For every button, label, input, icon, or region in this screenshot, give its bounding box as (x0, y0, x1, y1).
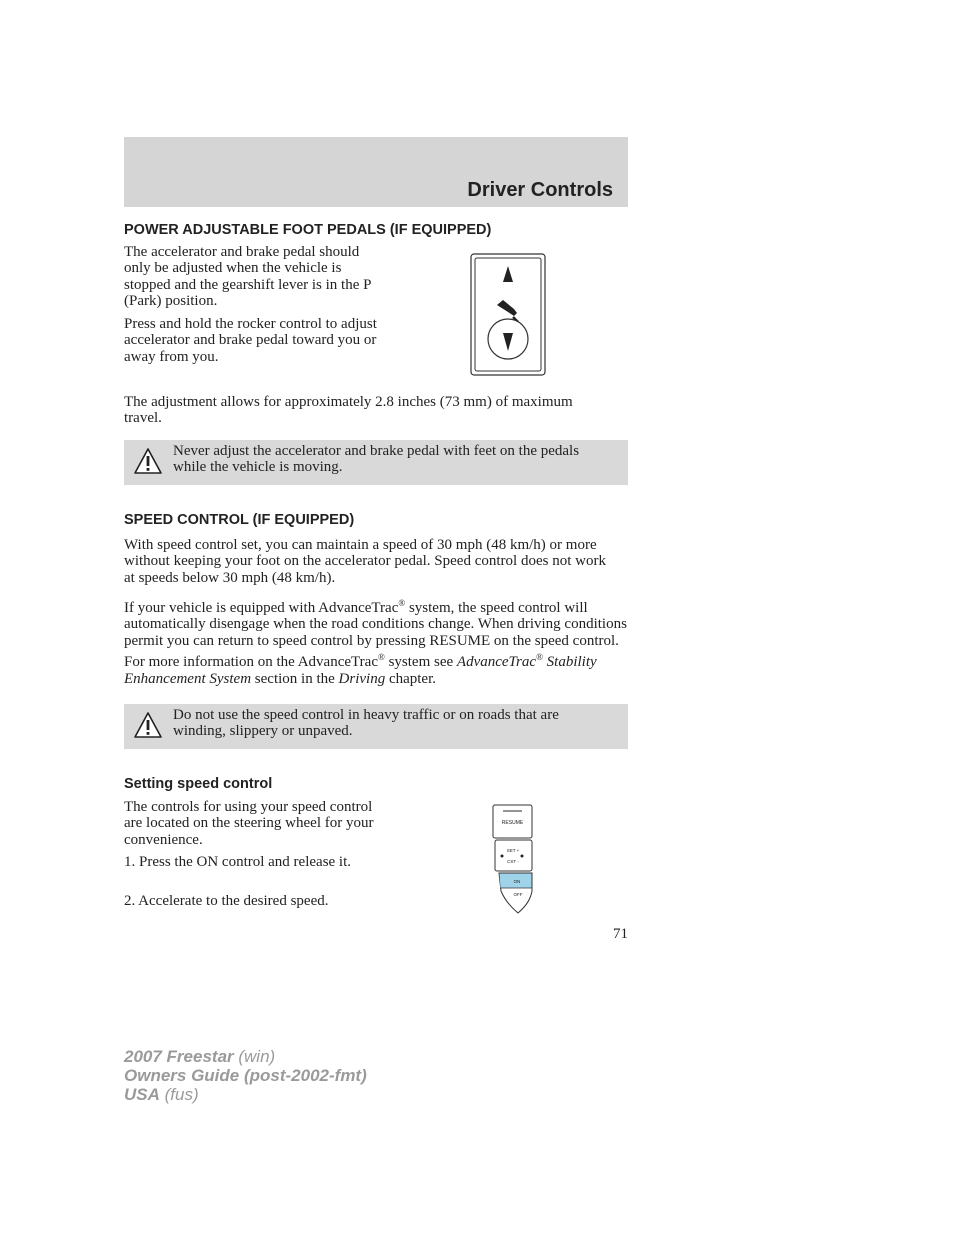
on-label: ON (513, 879, 521, 884)
resume-label: RESUME (501, 820, 524, 826)
pedals-warning-text: Never adjust the accelerator and brake pedal with feet on the pedals while the vehicle is moving. (173, 443, 580, 476)
warning-triangle-icon (133, 711, 163, 739)
pedals-warning-box (124, 440, 628, 485)
pedals-para-3: The adjustment allows for approximately 2.8 inches (73 mm) of maximum travel. (124, 394, 573, 427)
footer-line-2: Owners Guide (post-2002-fmt) (124, 1066, 367, 1085)
speed-warning-text: Do not use the speed control in heavy traffic or on roads that are winding, slippery or unpaved. (173, 707, 559, 740)
footer-line-3: USA (fus) (124, 1085, 199, 1104)
setting-heading: Setting speed control (124, 776, 273, 792)
footer-line-1: 2007 Freestar (win) (124, 1047, 276, 1066)
pedals-heading: POWER ADJUSTABLE FOOT PEDALS (IF EQUIPPED) (124, 222, 492, 238)
speed-control-figure (490, 803, 538, 917)
pedal-rocker-control-figure (470, 253, 546, 376)
setting-step-1: 1. Press the ON control and release it. (124, 854, 352, 870)
setting-step-2: 2. Accelerate to the desired speed. (124, 893, 329, 909)
pedals-para-1: The accelerator and brake pedal should only be adjusted when the vehicle is stopped and the gearshift lever is in the P (Park) position. (124, 244, 371, 310)
speed-warning-box (124, 704, 628, 749)
cst-label: CST - (507, 859, 519, 864)
setting-para-1: The controls for using your speed control are located on the steering wheel for your convenience. (124, 799, 374, 848)
page-number: 71 (613, 926, 628, 942)
pedals-para-2: Press and hold the rocker control to adjust accelerator and brake pedal toward you or away from you. (124, 316, 377, 365)
off-label: OFF (513, 892, 523, 897)
speed-para-2: If your vehicle is equipped with AdvanceTrac® system, the speed control will automatically disengage when the road conditions change. When driving conditions permit you can return to speed control by pressing RESUME on the speed control. For more information on the AdvanceTrac® system see AdvanceTrac® Stability Enhancement System section in the Driving chapter. (124, 598, 627, 687)
header-band (124, 137, 628, 207)
set-label: SET + (506, 848, 520, 853)
speed-heading: SPEED CONTROL (IF EQUIPPED) (124, 512, 355, 528)
section-title: Driver Controls (467, 179, 613, 201)
warning-triangle-icon (133, 447, 163, 475)
footer (124, 1047, 367, 1104)
speed-para-1: With speed control set, you can maintain a speed of 30 mph (48 km/h) or more without keeping your foot on the accelerator pedal. Speed control does not work at speeds below 30 mph (48 km/h). (124, 537, 606, 586)
